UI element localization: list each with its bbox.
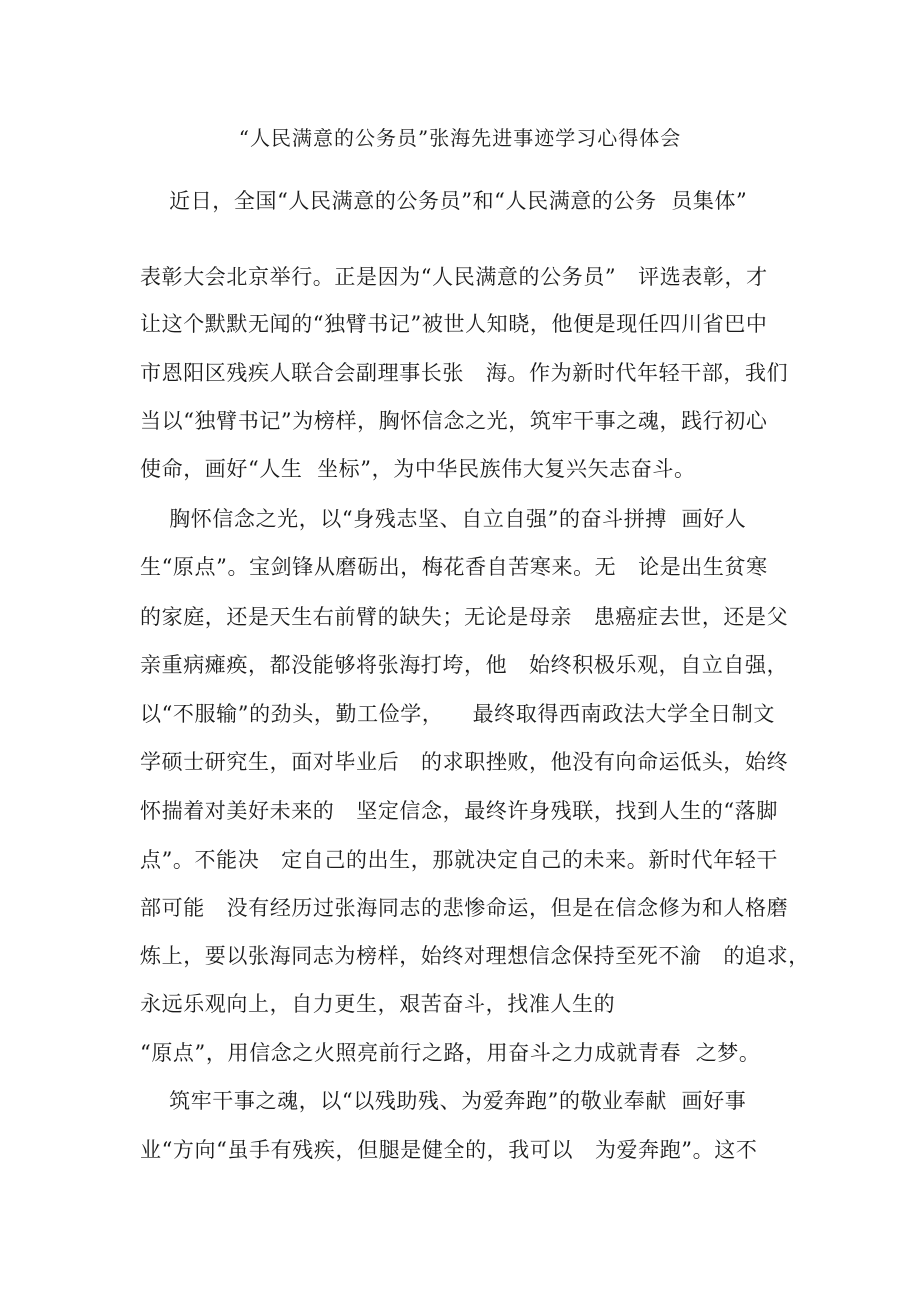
paragraph-line: 点”。不能决 定自己的出生，那就决定自己的未来。新时代年轻干 [140,848,778,872]
paragraph-line: 让这个默默无闻的“独臂书记”被世人知晓，他便是现任四川省巴中 [140,312,768,336]
paragraph-line: 亲重病瘫痪，都没能够将张海打垮，他 始终积极乐观，自立自强， [140,653,789,677]
paragraph-line: 炼上，要以张海同志为榜样，始终对理想信念保持至死不渝 的追求， [140,944,810,968]
paragraph-line: 永远乐观向上，自力更生，艰苦奋斗，找准人生的 [140,992,616,1016]
paragraph-line: “原点”，用信念之火照亮前行之路，用奋斗之力成就青春 之梦。 [140,1041,761,1065]
paragraph-line: 的家庭，还是天生右前臂的缺失；无论是母亲 患癌症去世，还是父 [140,605,789,629]
paragraph-line: 使命，画好“人生 坐标”，为中华民族伟大复兴矢志奋斗。 [140,457,696,481]
paragraph-line: 市恩阳区残疾人联合会副理事长张 海。作为新时代年轻干部，我们 [140,361,789,385]
paragraph-line: 当以“独臂书记”为榜样，胸怀信念之光，筑牢干事之魂，践行初心 [140,409,768,433]
paragraph-line: 表彰大会北京举行。正是因为“人民满意的公务员” 评选表彰，才 [140,265,768,289]
paragraph-line: 胸怀信念之光，以“身残志坚、自立自强”的奋斗拼搏 画好人 [140,507,747,531]
paragraph-line: 筑牢干事之魂，以“以残助残、为爱奔跑”的敬业奉献 画好事 [140,1089,747,1113]
paragraph-line: 学硕士研究生，面对毕业后 的求职挫败，他没有向命运低头，始终 [140,750,789,774]
paragraph-line: 怀揣着对美好未来的 坚定信念，最终许身残联，找到人生的“落脚 [140,799,778,823]
paragraph-line: 部可能 没有经历过张海同志的悲惨命运，但是在信念修为和人格磨 [140,896,789,920]
paragraph-line: 近日，全国“人民满意的公务员”和“人民满意的公务 员集体” [140,189,748,213]
document-title: “人民满意的公务员”张海先进事迹学习心得体会 [238,126,682,150]
paragraph-line: 业“方向“虽手有残疾，但腿是健全的，我可以 为爱奔跑”。这不 [140,1138,758,1162]
paragraph-line: 生“原点”。宝剑锋从磨砺出，梅花香自苦寒来。无 论是出生贫寒 [140,555,768,579]
paragraph-line: 以“不服输”的劲头，勤工俭学， 最终取得西南政法大学全日制文 [140,702,775,726]
